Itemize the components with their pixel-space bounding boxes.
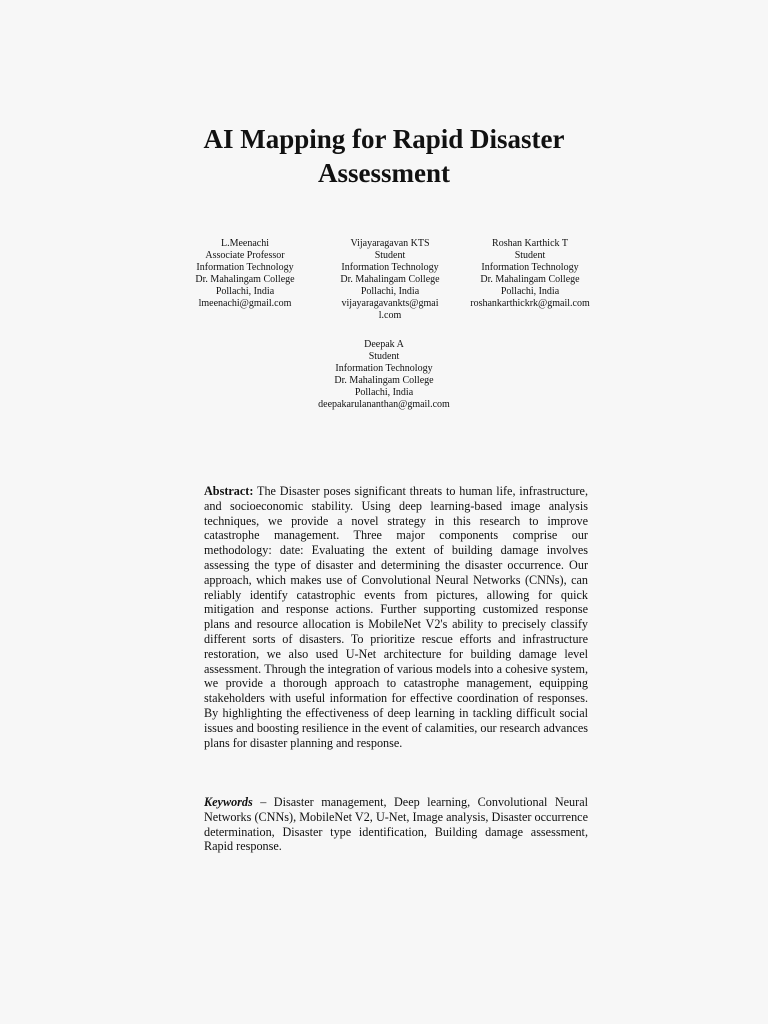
author-department: Information Technology	[335, 363, 433, 374]
author-role: Student	[514, 250, 546, 261]
author-role: Student	[374, 250, 406, 261]
author-location: Pollachi, India	[500, 286, 560, 297]
author-block-4	[313, 339, 455, 411]
author-college: Dr. Mahalingam College	[334, 375, 434, 386]
author-location: Pollachi, India	[354, 387, 414, 398]
author-college: Dr. Mahalingam College	[195, 274, 295, 285]
author-name: L.Meenachi	[220, 238, 270, 249]
keywords-text: – Disaster management, Deep learning, Convolutional Neural Networks (CNNs), MobileNet V2, U-Net, Image analysis, Disaster occurrence determination, Disaster type identification, Building damage assessment, Rapid response.	[204, 795, 589, 854]
author-college: Dr. Mahalingam College	[340, 274, 440, 285]
author-email: deepakarulananthan@gmail.com	[318, 399, 450, 410]
author-email: roshankarthickrk@gmail.com	[470, 298, 590, 309]
paper-title	[150, 122, 618, 190]
author-email: vijayaragavankts@gmai	[341, 298, 439, 309]
abstract-text: The Disaster poses significant threats to human life, infrastructure, and socioeconomic stability. Using deep learning-based image analysis techniques, we provide a novel strategy in this research to improve catastrophe management. Three major components comprise our methodology: date: Evaluating the extent of building damage involves assessing the type of disaster and determining the disaster occurrence. Our approach, which makes use of Convolutional Neural Networks (CNNs), can reliably identify catastrophic events from pictures, allowing for quick mitigation and response actions. Further supporting customized response plans and resource allocation is MobileNet V2's ability to precisely classify different sorts of disasters. To prioritize rescue efforts and infrastructure restoration, we also used U-Net architecture for building damage level assessment. Through the integration of various models into a cohesive system, we provide a thorough approach to catastrophe management, equipping stakeholders with useful information for effective coordination of responses. By highlighting the effectiveness of deep learning in tackling difficult social issues and boosting resilience in the event of calamities, our research advances plans for disaster planning and response.	[204, 484, 589, 750]
abstract-label: Abstract:	[204, 484, 254, 498]
author-role: Associate Professor	[205, 250, 285, 261]
author-name: Deepak A	[364, 339, 404, 350]
author-email-continued: l.com	[378, 310, 402, 321]
paper-title-line-1: AI Mapping for Rapid Disaster	[203, 124, 565, 154]
author-department: Information Technology	[196, 262, 294, 273]
author-block-1	[175, 238, 315, 310]
author-location: Pollachi, India	[215, 286, 275, 297]
author-college: Dr. Mahalingam College	[480, 274, 580, 285]
paper-title-line-2: Assessment	[318, 158, 450, 188]
author-block-2	[320, 238, 460, 322]
author-block-3	[458, 238, 602, 310]
author-location: Pollachi, India	[360, 286, 420, 297]
keywords-paragraph	[204, 795, 588, 854]
author-name: Roshan Karthick T	[492, 238, 568, 249]
author-department: Information Technology	[341, 262, 439, 273]
author-name: Vijayaragavan KTS	[350, 238, 430, 249]
author-role: Student	[368, 351, 400, 362]
keywords-label: Keywords	[204, 795, 253, 809]
abstract-paragraph	[204, 484, 588, 750]
author-department: Information Technology	[481, 262, 579, 273]
author-email: lmeenachi@gmail.com	[198, 298, 292, 309]
